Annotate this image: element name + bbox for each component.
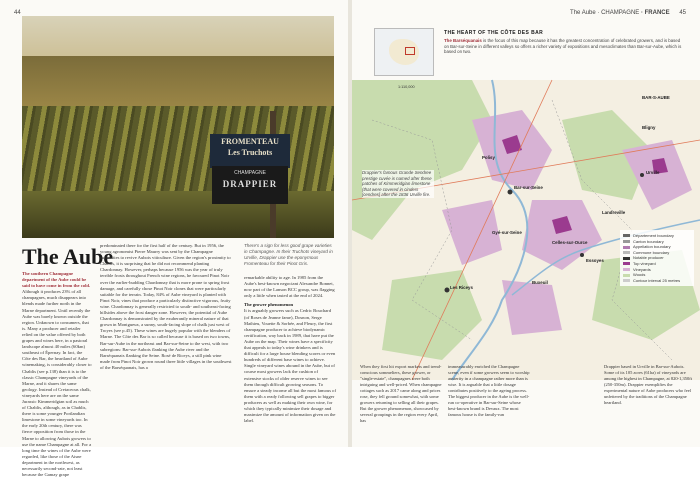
sign-line-2: Les Truchots	[227, 148, 273, 157]
page-title: The Aube	[22, 244, 114, 269]
town-label: Buxeuil	[532, 280, 548, 285]
legend-label: Woods	[633, 272, 646, 278]
legend-label: Contour interval 25 metres	[633, 277, 681, 283]
right-column-2: immeasurably enriched the Champagne scene, even if some growers seem to worship austerity in a champagne rather more than is wise. It is arguable that a little dosage contributes positively to the ageing process. The biggest producer in the Aube is the well-run co-operative in Bar-sur-Seine whose best-known brand is Devaux. The most famous house is the family-run	[448, 364, 530, 417]
legend-swatch	[623, 234, 630, 237]
town-label: Urville	[646, 170, 660, 175]
producer-sign-small: CHAMPAGNE	[234, 170, 266, 176]
map-heading: THE HEART OF THE CÔTE DES BAR	[444, 30, 544, 36]
town-label: Les Riceys	[450, 285, 473, 290]
running-header	[570, 10, 686, 16]
legend-swatch	[623, 251, 630, 254]
right-column-1: When they first hit export markets and trend-conscious sommeliers, these grower, or "single-estate", champagnes were both intriguing and well-priced. When champagne cottages such as 2017 came along and prices rose, they fell ground somewhat, with some growers returning to selling all their grapes. But the grower phenomenon, showcased by several groupings in the region every April, has	[360, 364, 442, 423]
town-marker	[445, 288, 450, 293]
town-label: Bar-sur-Seine	[514, 185, 543, 190]
right-column-3: Drappier based in Urville in Bar-sur-Aubois. Some of its 105 acres (61ha) of vineyards are among the highest in Champagne, at 820-1,350ft (250-350m). Drappier exemplifies the experimental nature of Aube producers who feel unfettered by the traditions of the Champagne heartland.	[604, 364, 692, 405]
vineyard-sign	[210, 134, 290, 168]
map-description-text: is the focus of this map because it has the greatest concentration of celebrated growers, and is based on Bar-sur-Seine in different valleys so offers a richer variety of expositions and mesoclimates than Bar-sur-Aube, which is based on two.	[444, 38, 682, 55]
lead-paragraph: The southern Champagne department of the Aube could be said to have come in from the cold.	[22, 271, 91, 289]
legend-swatch	[623, 246, 630, 249]
town-marker	[640, 173, 644, 177]
legend-swatch	[623, 257, 630, 260]
map-description	[444, 38, 684, 55]
town-label: Polisy	[482, 155, 495, 160]
town-label: BAR-S-AUBE	[642, 95, 670, 100]
legend-label: Commune boundary	[633, 249, 670, 255]
body-column-2	[100, 243, 232, 371]
town-label: Celles-sur-Ource	[552, 240, 588, 245]
legend-swatch	[623, 268, 630, 271]
town-marker	[580, 253, 584, 257]
photo-caption: There's a sign for less good grape varieties in Champagne. In their Truchots vineyard in Urville, Drappier use the eponymous Fromenteau for their Pinot Gris.	[244, 243, 333, 266]
vineyard-map	[352, 80, 700, 380]
legend-swatch	[623, 279, 630, 282]
header-section: The Aube ·	[570, 10, 600, 16]
legend-label: Canton boundary	[633, 238, 664, 244]
subheading: The grower phenomenon	[244, 302, 294, 308]
header-country: · FRANCE	[640, 10, 670, 16]
locator-box	[405, 47, 415, 55]
legend-label: Notable producer	[633, 255, 664, 261]
town-label: Landreville	[602, 210, 626, 215]
map-legend	[620, 230, 694, 286]
legend-label: Département boundary	[633, 233, 674, 238]
town-marker	[508, 190, 513, 195]
left-page	[0, 0, 348, 478]
page-number: 44	[14, 10, 21, 16]
vineyard-photo	[22, 16, 334, 238]
map-scale: 1:110,000	[398, 85, 415, 89]
town-label: Gyé-sur-Seine	[492, 230, 522, 235]
body-column-3	[244, 275, 336, 424]
town-label: Essoyes	[586, 258, 604, 263]
locator-map	[374, 28, 434, 76]
legend-swatch	[623, 262, 630, 265]
page-number: 45	[679, 10, 686, 16]
column-2-text: predominated there for the first half of the century. But in 1956, the young agronomist Pierre Maurry was sent by the Champagne authorities to revive Aubois viticulture. Given the region's proximity to Chablis, it is surprising that he did not recommend planting Chardonnay. However, perhaps because 1956 was the year of truly terrible frosts throughout French wine regions, he favoured Pinot Noir over the earlier-budding Chardonnay that is more prone to spring frost damage, and carefully chose Pinot Noir clones that were particularly suitable for the terrain. Today, 84% of Aube vineyard is planted with Pinot Noir, vines that produce a particularly distinctive vigorous, fruity wine. Chardonnay is generally restricted to south- and southeast-facing hillsides above the frost danger zone. However, the potential of Aube Chardonnay is demonstrated by the exuberantly mineral nature of that grown in Montgueux, a sunny, south-facing slope of chalk just west of Troyes (see p.45). These wines are hugely popular with the blenders of Marne. The Côte des Bar is so called because it is based on two towns, Bar-sur-Aube in the northeast and Bar-sur-Seine to the west, with two subregions: Bar-sur-Aubois flanking the Aube river and the Barséquanais flanking the Seine. Rosé de Riceys, a still pink wine made from Pinot Noir grown round three little villages in the southwest of the Barséquanais, has a	[100, 243, 232, 370]
legend-label: Vineyards	[633, 266, 651, 272]
column-3-text: remarkable ability to age. In 1985 from the Aube's best-known negociant Alexandre Bonnet, now part of the Lanson BCC group, was flagging only a little when tasted at the end of 2024.	[244, 275, 335, 299]
producer-sign-name: DRAPPIER	[222, 179, 278, 189]
right-page	[352, 0, 700, 447]
legend-swatch	[623, 240, 630, 243]
legend-label: Top vineyard	[633, 260, 656, 266]
producer-sign	[212, 166, 288, 204]
map-caption: Drappier's famous Grande Sendree prestige cuvée is named after these patches of Kimmeridgian limestone (that were covered in cinders [cendres] after the 1836 Urville fire.	[362, 170, 434, 198]
legend-label: Appellation boundary	[633, 244, 671, 250]
legend-swatch	[623, 274, 630, 277]
column-1-text: Although it produces 23% of all champagnes, much disappears into blends made further north in the Marne department. Until recently the Aube was barely known outside the region. Unknown to consumers, that is. Many a producer and retailer relied on the value offered by both grapes and wines here, in a pastoral landscape almost 40 miles (60km) southeast of Épernay. In fact, the Côte des Bar, the heartland of Aube winemaking, is considerably closer to Chablis (see p.138) than it is to the classic Champagne vineyards of the Marne, and it shares the same geology. Instead of Cretaceous chalk, vineyards here are on the same Jurassic Kimmeridgian soil as much of Chablis, although, as in Chablis, there is some younger Portlandian limestone in some vineyards too. In the early 20th century, there was fierce opposition from those in the Marne to allowing Aubois growers to use the name Champagne at all. For a long time the wines of the Aube were regarded, like those of the Aisne department in the northwest, as necessarily second-rate, not least because the Gamay grape	[22, 289, 92, 478]
column-3-text-2: It is arguably growers such as Cedric Bouchard (of Roses de Jeanne fame), Dosnon, Serge Mathieu, Vouette & Sorbée, and Fleury, the first champagne producer to achieve biodynamic certification, way back in 1989, that have put the Aube on the map. Their wines have a specificity that appeals to today's wine drinkers and is difficult for a large house blending scores or even hundreds of different base wines to achieve. Single vineyard wines abound in the Aube, but of course most growers lack the cushion of extensive stocks of older reserve wines to see them through difficult growing seasons. To ensure a steady income all but the most famous of them with a ready following sell grapes to bigger producers as well as making their own wine, for which they typically minimize their dosage and maximize the amount of information given on the label.	[244, 308, 336, 424]
map-description-bold: The Barséquanais	[444, 38, 482, 43]
legend-item	[623, 278, 691, 284]
header-region: CHAMPAGNE	[601, 10, 640, 16]
sign-line-1: FROMENTEAU	[221, 137, 279, 146]
town-label: Bligny	[642, 125, 656, 130]
body-column-1	[22, 271, 92, 478]
